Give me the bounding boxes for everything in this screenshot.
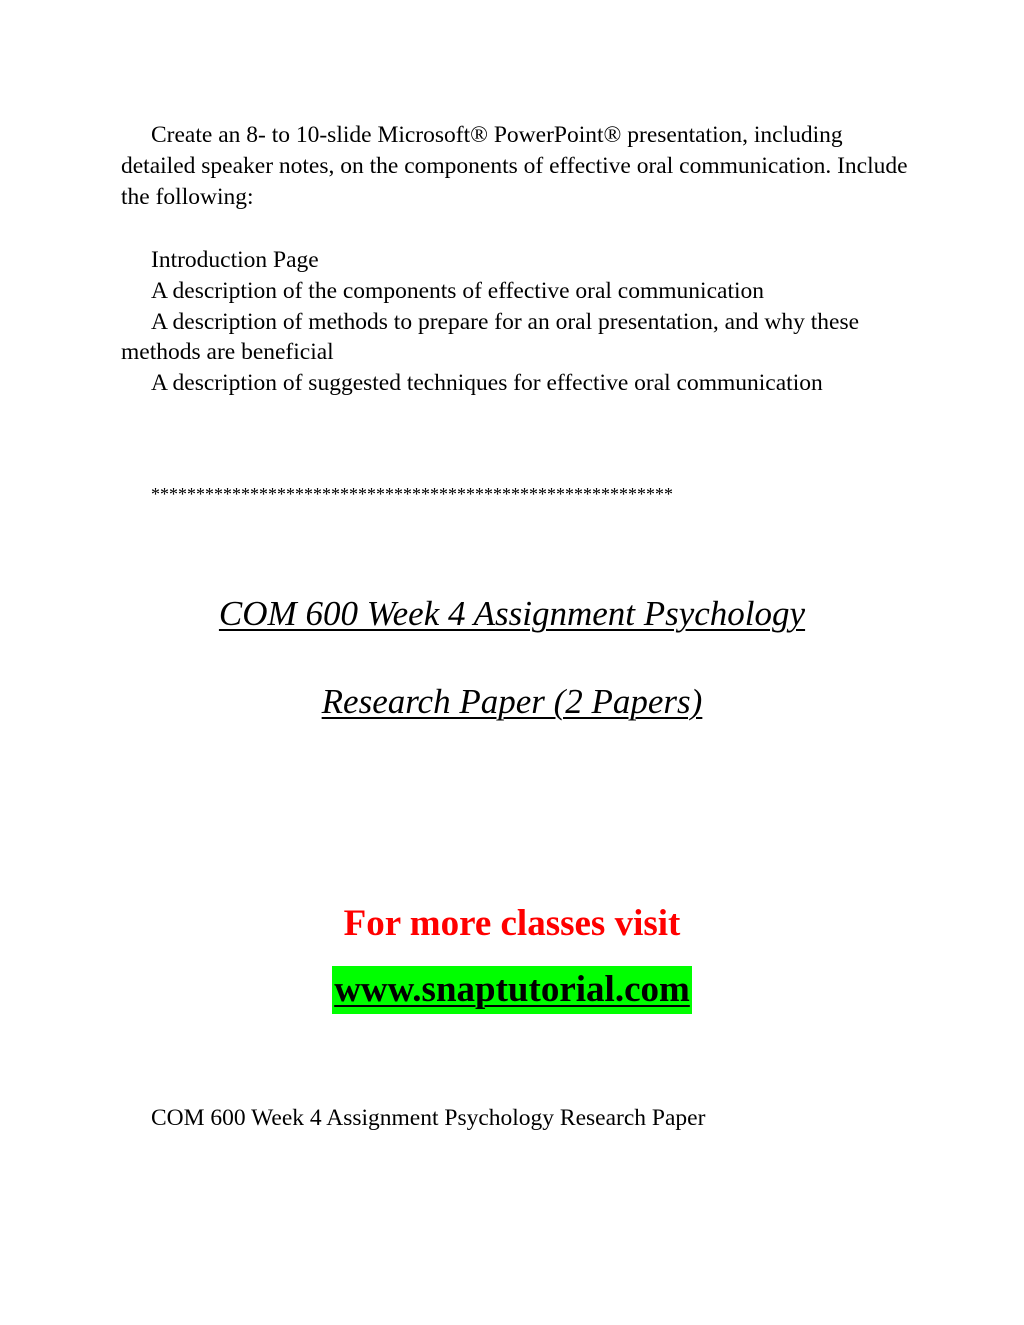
list-item: Introduction Page <box>151 247 319 273</box>
separator-line: ********************************************************** <box>151 484 673 504</box>
document-title-line-2: Research Paper (2 Papers) <box>321 682 703 721</box>
list-item: A description of methods to prepare for an oral presentation, and why these methods are beneficial <box>121 308 860 366</box>
intro-paragraph: Create an 8- to 10-slide Microsoft® PowerPoint® presentation, including detailed speaker notes, on the components of effective oral communication. Include the following: <box>121 122 908 210</box>
requirements-list <box>121 245 911 399</box>
footer-text: COM 600 Week 4 Assignment Psychology Research Paper <box>151 1105 706 1131</box>
promo-link[interactable]: www.snaptutorial.com <box>332 966 692 1014</box>
list-item: A description of the components of effective oral communication <box>151 277 764 304</box>
promo-text: For more classes visit <box>343 903 681 944</box>
promo-link-wrapper <box>0 966 1024 1014</box>
list-item: A description of suggested techniques for effective oral communication <box>151 370 823 397</box>
document-title-line-1: COM 600 Week 4 Assignment Psychology <box>218 594 806 633</box>
